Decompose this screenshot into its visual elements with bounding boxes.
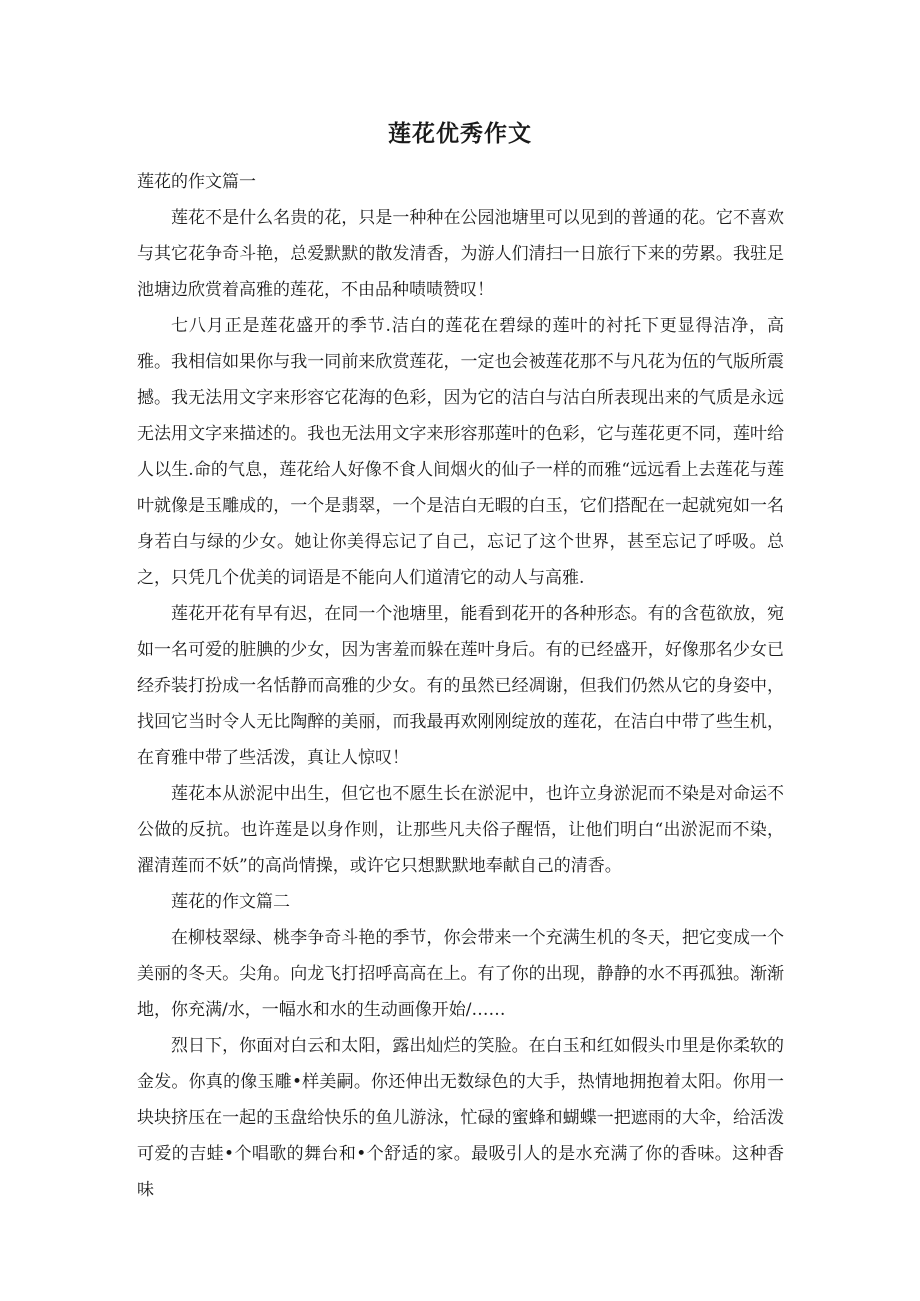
paragraph: 烈日下，你面对白云和太阳，露出灿烂的笑脸。在白玉和红如假头巾里是你柔软的金发。你真的像玉雕•样美嗣。你还伸出无数绿色的大手，热情地拥抱着太阳。你用一块块挤压在一起的玉盘给快乐的鱼儿游泳，忙碌的蜜蜂和蝴蝶一把遮雨的大伞，给活泼可爱的吉蛙•个唱歌的舞台和•个舒适的家。最吸引人的是水充满了你的香味。这种香味 <box>137 1036 784 1200</box>
paragraph: 莲花不是什么名贵的花，只是一种种在公园池塘里可以见到的普通的花。它不喜欢与其它花争奇斗艳，总爱默默的散发清香，为游人们清扫一日旅行下来的劳累。我驻足池塘边欣赏着高雅的莲花，不由品种啧啧赞叹！ <box>137 208 784 300</box>
section-heading-2: 莲花的作文篇二 <box>171 892 290 912</box>
document-body <box>137 164 784 1208</box>
section-heading-1: 莲花的作文篇一 <box>137 172 256 192</box>
paragraph: 莲花开花有早有迟，在同一个池塘里，能看到花开的各种形态。有的含苞欲放，宛如一名可爱的脏腆的少女，因为害羞而躲在莲叶身后。有的已经盛开，好像那名少女已经乔装打扮成一名恬静而高雅的少女。有的虽然已经凋谢，但我们仍然从它的身姿中，找回它当时令人无比陶醉的美丽，而我最再欢刚刚绽放的莲花，在洁白中带了些生机，在育雅中带了些活泼，真让人惊叹！ <box>137 604 784 768</box>
paragraph: 在柳枝翠绿、桃李争奇斗艳的季节，你会带来一个充满生机的冬天，把它变成一个美丽的冬天。尖角。向龙飞打招呼高高在上。有了你的出现，静静的水不再孤独。渐渐地，你充满/水，一幅水和水的生动画像开始/…… <box>137 928 784 1020</box>
document-title: 莲花优秀作文 <box>388 121 532 147</box>
paragraph: 七八月正是莲花盛开的季节.洁白的莲花在碧绿的莲叶的衬托下更显得洁净，高雅。我相信如果你与我一同前来欣赏莲花，一定也会被莲花那不与凡花为伍的气版所震撼。我无法用文字来形容它花海的色彩，因为它的洁白与沽白所表现出来的气质是永远无法用文字来描述的。我也无法用文字来形容那莲叶的色彩，它与莲花更不同，莲叶给人以生.命的气息，莲花给人好像不食人间烟火的仙子一样的而雅“远远看上去莲花与莲叶就像是玉雕成的，一个是翡翠，一个是洁白无暇的白玉，它们搭配在一起就宛如一名身若白与绿的少女。她让你美得忘记了自己，忘记了这个世界，甚至忘记了呼吸。总之，只凭几个优美的词语是不能向人们道清它的动人与高雅. <box>137 316 784 588</box>
paragraph: 莲花本从淤泥中出生，但它也不愿生长在淤泥中，也许立身淤泥而不染是对命运不公做的反抗。也许莲是以身作则，让那些凡夫俗子醒悟，让他们明白“出淤泥而不染，濯清莲而不妖”的高尚情操，或许它只想默默地奉献自己的清香。 <box>137 784 784 876</box>
